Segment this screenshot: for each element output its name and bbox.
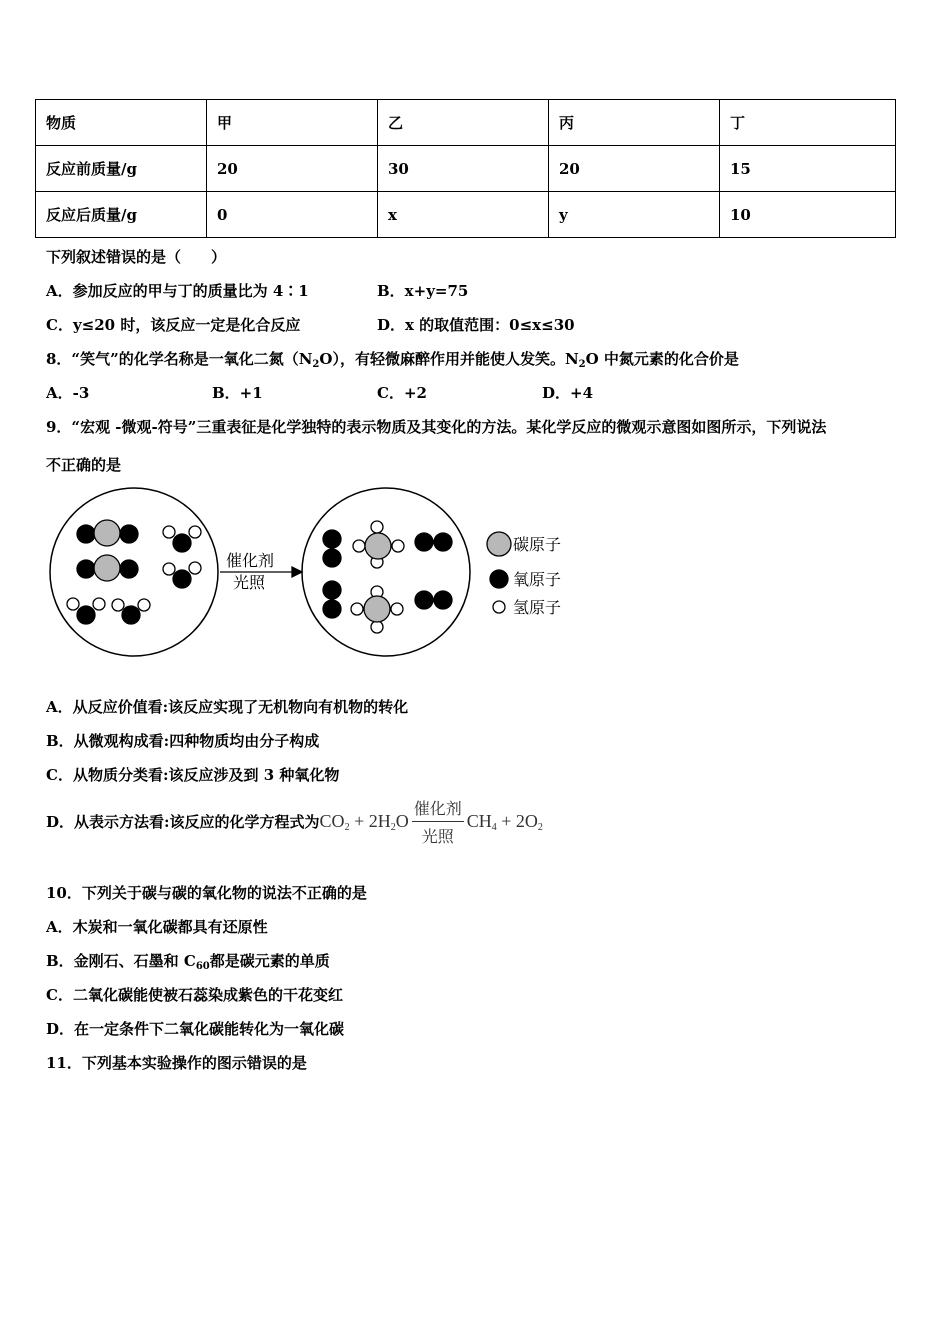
table-cell: 丁 (720, 100, 896, 146)
table-cell: 20 (549, 146, 720, 192)
table-cell: 反应后质量/g (36, 192, 207, 238)
q8-option-d: D．+4 (542, 384, 594, 402)
eq-subscript: 2 (344, 821, 350, 833)
carbon-atom (365, 533, 391, 559)
q7-option-a: A．参加反应的甲与丁的质量比为 4∶1 (46, 282, 309, 300)
q7-option-d: D．x 的取值范围：0≤x≤30 (377, 316, 575, 334)
table-cell: 物质 (36, 100, 207, 146)
table-row (36, 192, 896, 238)
arrow-label-bottom: 光照 (233, 573, 266, 592)
eq-subscript: 2 (390, 821, 396, 833)
q8-subscript: 2 (578, 359, 586, 370)
table-row (36, 146, 896, 192)
reaction-diagram (40, 484, 580, 664)
condition-catalyst: 催化剂 (413, 799, 462, 818)
table-cell: y (549, 192, 720, 238)
table-cell: 0 (207, 192, 378, 238)
eq-subscript: 2 (537, 821, 543, 833)
products-circle (302, 488, 470, 656)
q8-subscript: 2 (312, 359, 320, 370)
table-cell: 反应前质量/g (36, 146, 207, 192)
q8-stem-part: O），有轻微麻醉作用并能使人发笑。N (319, 350, 579, 368)
legend-carbon-label: 碳原子 (513, 535, 562, 554)
reaction-condition (412, 796, 464, 847)
q7-stem: 下列叙述错误的是（ ） (46, 248, 227, 266)
q10-option-b-part: 都是碳元素的单质 (209, 952, 330, 970)
q10-option-b-part: B．金刚石、石墨和 C (46, 952, 196, 970)
q8-option-c: C．+2 (377, 384, 427, 402)
q9-option-d (46, 796, 543, 847)
table-cell: 甲 (207, 100, 378, 146)
q9-option-b: B．从微观构成看:四种物质均由分子构成 (46, 732, 320, 750)
q9-option-c: C．从物质分类看:该反应涉及到 3 种氧化物 (46, 766, 340, 784)
table-cell: 20 (207, 146, 378, 192)
q7-option-c: C．y≤20 时，该反应一定是化合反应 (46, 316, 301, 334)
carbon-atom (364, 596, 390, 622)
q9-option-d-label: D．从表示方法看:该反应的化学方程式为 (46, 813, 320, 831)
q8-stem-part: 8．“笑气”的化学名称是一氧化二氮（N (46, 350, 313, 368)
table-cell: 15 (720, 146, 896, 192)
q8-option-a: A．-3 (46, 384, 90, 402)
q10-option-a: A．木炭和一氧化碳都具有还原性 (46, 918, 268, 936)
eq-o: O (395, 810, 409, 831)
chemical-equation (320, 811, 409, 833)
q8-option-b: B．+1 (212, 384, 263, 402)
q10-option-d: D．在一定条件下二氧化碳能转化为一氧化碳 (46, 1020, 345, 1038)
q8-stem (46, 348, 739, 370)
mass-table (35, 99, 896, 238)
q7-option-b: B．x+y=75 (377, 282, 469, 300)
q10-option-b (46, 950, 330, 972)
q10-subscript: 60 (195, 961, 210, 972)
legend-hydrogen-label: 氢原子 (513, 598, 562, 617)
q10-stem: 10．下列关于碳与碳的氧化物的说法不正确的是 (46, 884, 367, 902)
q9-stem-line2: 不正确的是 (46, 456, 122, 474)
table-cell: 10 (720, 192, 896, 238)
table-cell: x (378, 192, 549, 238)
q11-stem: 11．下列基本实验操作的图示错误的是 (46, 1054, 307, 1072)
eq-co2: CO (319, 810, 345, 831)
table-cell: 30 (378, 146, 549, 192)
legend-oxygen-label: 氧原子 (513, 570, 562, 589)
q9-option-a: A．从反应价值看:该反应实现了无机物向有机物的转化 (46, 698, 409, 716)
table-row (36, 100, 896, 146)
eq-o2: + 2O (496, 810, 538, 831)
carbon-atom (94, 520, 120, 546)
legend-carbon-icon (487, 532, 511, 556)
carbon-atom (94, 555, 120, 581)
eq-subscript: 4 (491, 821, 497, 833)
table-cell: 乙 (378, 100, 549, 146)
eq-h2o: + 2H (349, 810, 391, 831)
chemical-equation-products (467, 811, 543, 833)
q10-option-c: C．二氧化碳能使被石蕊染成紫色的干花变红 (46, 986, 343, 1004)
arrow-head-icon (292, 567, 302, 577)
q8-stem-part: O 中氮元素的化合价是 (585, 350, 739, 368)
q9-stem-line1: 9．“宏观 -微观-符号”三重表征是化学独特的表示物质及其变化的方法。某化学反应的微观示意图如图所示，下列说法 (46, 418, 827, 436)
legend-hydrogen-icon (493, 601, 505, 613)
table-cell: 丙 (549, 100, 720, 146)
arrow-label-top: 催化剂 (226, 551, 275, 570)
legend-oxygen-icon (490, 570, 508, 588)
condition-light: 光照 (421, 827, 454, 846)
eq-ch4: CH (466, 810, 492, 831)
